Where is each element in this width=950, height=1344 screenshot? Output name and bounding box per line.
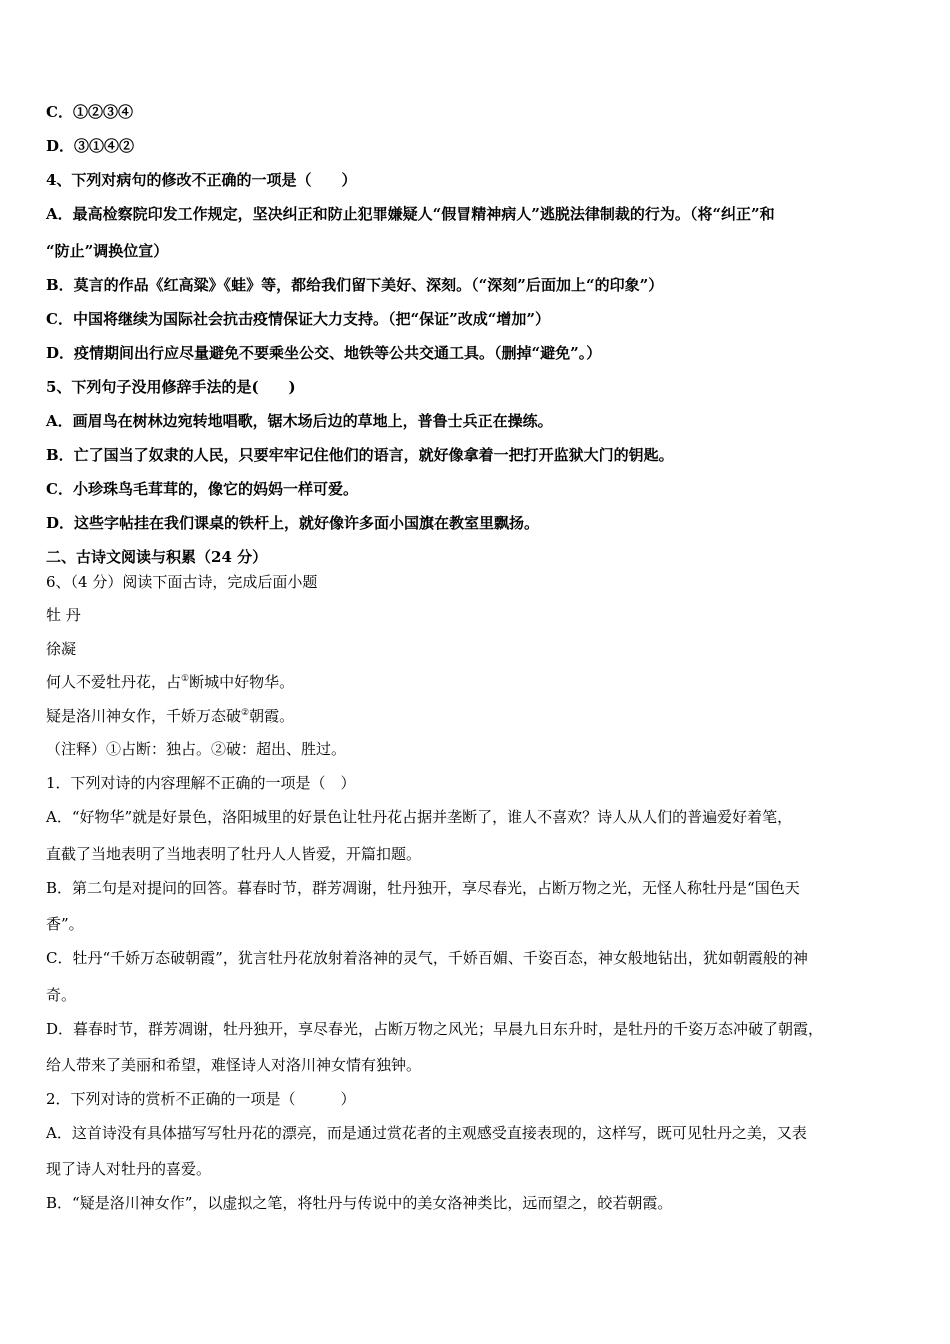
question-5-option-b: B．亡了国当了奴隶的人民，只要牢牢记住他们的语言，就好像拿着一把打开监狱大门的钥匙。	[46, 446, 674, 464]
subquestion-1-option-c: C．牡丹“千娇万态破朝霞”，犹言牡丹花放射着洛神的灵气，千娇百媚、千姿百态，神女般地钻出，犹如朝霞般的神	[46, 949, 808, 967]
question-5-stem: 5、下列句子没用修辞手法的是( )	[46, 378, 296, 396]
option-d-order: D．③①④②	[46, 137, 135, 155]
question-4-option-a-cont: “防止”调换位宣）	[46, 242, 169, 260]
subquestion-1-stem: 1．下列对诗的内容理解不正确的一项是（ ）	[46, 774, 356, 792]
poem-notes: （注释）①占断：独占。②破：超出、胜过。	[46, 740, 347, 758]
subquestion-2-option-b: B．“疑是洛川神女作”，以虚拟之笔，将牡丹与传说中的美女洛神类比，远而望之，皎若朝霞。	[46, 1194, 673, 1212]
question-4-option-d: D．疫情期间出行应尽量避免不要乘坐公交、地铁等公共交通工具。（删掉“避免”。）	[46, 344, 602, 362]
poem-line-2: 疑是洛川神女作，千娇万态破②朝霞。	[46, 707, 295, 725]
question-4-stem: 4、下列对病句的修改不正确的一项是（ ）	[46, 171, 357, 189]
question-5-option-c: C．小珍珠鸟毛茸茸的，像它的妈妈一样可爱。	[46, 480, 358, 498]
subquestion-1-option-d-cont: 给人带来了美丽和希望，难怪诗人对洛川神女情有独钟。	[46, 1056, 422, 1074]
question-4-option-c: C．中国将继续为国际社会抗击疫情保证大力支持。（把“保证”改成“增加”）	[46, 310, 550, 328]
question-4-option-b: B．莫言的作品《红高粱》《蛙》等，都给我们留下美好、深刻。（“深刻”后面加上“的印象”）	[46, 276, 664, 294]
subquestion-2-option-a-cont: 现了诗人对牡丹的喜爱。	[46, 1160, 212, 1178]
subquestion-2-stem: 2．下列对诗的赏析不正确的一项是（ ）	[46, 1090, 356, 1108]
poem-line-1: 何人不爱牡丹花，占①断城中好物华。	[46, 673, 295, 691]
note-marker-1: ①	[181, 674, 190, 684]
subquestion-1-option-a-cont: 直截了当地表明了当地表明了牡丹人人皆爱，开篇扣题。	[46, 845, 422, 863]
section-heading: 二、古诗文阅读与积累（24 分）	[46, 548, 268, 566]
subquestion-2-option-a: A．这首诗没有具体描写写牡丹花的漂亮，而是通过赏花者的主观感受直接表现的，这样写，既可见牡丹之美，又表	[46, 1124, 807, 1142]
option-c-order: C．①②③④	[46, 103, 133, 121]
subquestion-1-option-a: A．“好物华”就是好景色，洛阳城里的好景色让牡丹花占据并垄断了，谁人不喜欢？诗人从人们的普遍爱好着笔，	[46, 808, 793, 826]
poem-author: 徐凝	[46, 640, 77, 658]
subquestion-1-option-c-cont: 奇。	[46, 986, 77, 1004]
question-5-option-a: A．画眉鸟在树林边宛转地唱歌，锯木场后边的草地上，普鲁士兵正在操练。	[46, 412, 553, 430]
subquestion-1-option-b-cont: 香”。	[46, 915, 84, 933]
question-5-option-d: D．这些字帖挂在我们课桌的铁杆上，就好像许多面小国旗在教室里飘扬。	[46, 514, 540, 532]
poem-title: 牡 丹	[46, 606, 81, 624]
question-6-stem: 6、（4 分）阅读下面古诗，完成后面小题	[46, 573, 318, 591]
subquestion-1-option-d: D．暮春时节，群芳凋谢，牡丹独开，享尽春光，占断万物之风光；早晨九日东升时，是牡丹的千姿万态冲破了朝霞，	[46, 1020, 824, 1038]
question-4-option-a: A．最高检察院印发工作规定，坚决纠正和防止犯罪嫌疑人“假冒精神病人”逃脱法律制裁的行为。（将“纠正”和	[46, 205, 775, 223]
subquestion-1-option-b: B．第二句是对提问的回答。暮春时节，群芳凋谢，牡丹独开，享尽春光，占断万物之光，无怪人称牡丹是“国色天	[46, 879, 800, 897]
note-marker-2: ②	[241, 708, 250, 718]
